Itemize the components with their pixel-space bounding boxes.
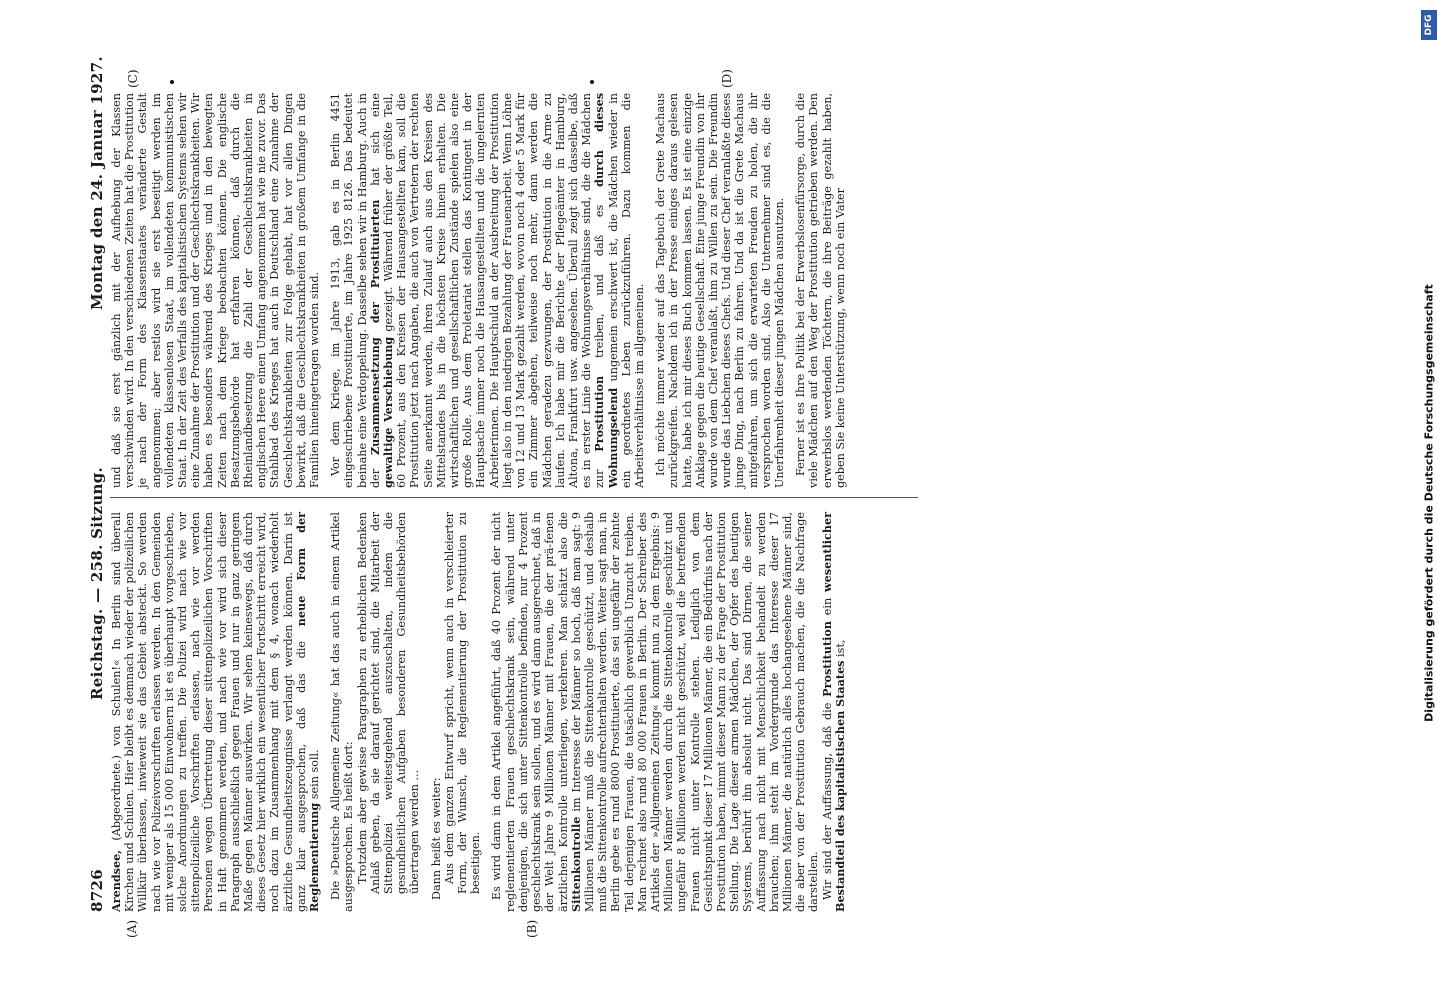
paragraph-text: ungemein erschwert ist, die Mädchen wieder in ein geordnetes Leben zurückzuführen. Dazu kommen die Arbeitsverhältnisse im allgemeinen.: [606, 93, 646, 488]
quotation: Aus dem ganzen Entwurf spricht, wenn auch in verschleierter Form, der Wunsch, die Reglementierung der Prostitution zu beseitigen.: [442, 512, 483, 894]
paragraph: und daß sie erst gänzlich mit der Aufhebung der Klassen verschwinden wird. In den verschiedenen Zeiten hat die Prostitution je nach der Form des Klassenstaates veränderte Gestalt angenommen; aber restlos wird sie erst beseitigt werden im vollendeten klassenlosen Staat, im vollendeten kommunistischen Staat. In der Zeit des Verfalls des kapitalistischen Systems sehen wir eine Zunahme der Prostitution und der Geschlechtskrankheiten. Wir haben es besonders während des Krieges und in den bewegten Zeiten nach dem Kriege beobachten können. Die englische Besatzungsbehörde hat erfahren können, daß durch die Rheinlandbesetzung die Zahl der Geschlechtskrankheiten in englischen Heere einen Umfang angenommen hat wie nie zuvor. Das Stahlbad des Krieges hat auch in Deutschland eine Zunahme der Geschlechtskrankheiten zur Folge gehabt, hat vor allen Dingen bewirkt, daß die Geschlechtskrankheiten in großem Umfange in die Familien hineingetragen worden sind.: [110, 93, 322, 488]
paragraph-text: im Interesse der Männer so hoch, daß man sagt: 9 Millionen Männer muß die Sittenkontrolle geschützt, und deshalb muß die Sittenkontrolle aufrechterhalten werden. Weiter sagt man, in Berlin gebe es rund 8000 Prostituierte, das sei ungefähr der zehnte Teil derjenigen Frauen, die tatsächlich gewerblich Unzucht treiben. Man rechnet also rund 80 000 Frauen in Berlin. Der Schreiber des Artikels der »Allgemeinen Zeitung« kommt nun zu dem Ergebnis: 9 Millionen Männer werden durch die Sittenkontrolle geschützt und ungefähr 8 Millionen werden nicht geschützt, weil die betreffenden Frauen nicht unter Kontrolle stehen. Lediglich von dem Gesichtspunkt dieser 17 Millionen Männer, die ein Bedürfnis nach der Prostitution haben, nimmt dieser Mann zu der Frage der Prostitution Stellung. Die Lage dieser armen Mädchen, der Opfer des heutigen Systems, berührt ihn absolut nicht. Das sind Dirnen, die seiner Auffassung nach nicht mit Menschlichkeit behandelt zu werden brauchen; ihm steht im Vordergrunde das Interesse dieser 17 Millionen Männer, die natürlich alles hochangesehene Männer sind, die aber von der Prostitution Gebrauch machen, die die Nachfrage darstellen.: [569, 511, 821, 912]
emphasis-text: gewaltige Verschiebung: [381, 336, 396, 488]
margin-marker-a: (A): [125, 919, 139, 938]
paragraph: Arendsee, (Abgeordnete.) von Schulen!« In Berlin sind überall Kirchen und Schulen. Hier bleibt es demnach wieder der polizeilichen Willkür überlassen, inwieweit sie das Gebiet absteckt. So werden nach wie vor Polizeivorschriften erlassen werden. In den Gemeinden mit weniger als 15 000 Einwohnern ist es überhaupt vorgeschrieben, solche Anordnungen zu treffen. Die Polizei wird nach wie vor sittenpolizeiliche Vorschriften erlassen, nach wie vor werden Personen wegen Übertretung dieser sittenpolizeilichen Vorschriften in Haft genommen werden, und nach wie vor wird sich dieser Paragraph ausschließlich gegen Frauen und nur in ganz geringem Maße gegen Männer auswirken. Wir sehen keineswegs, daß durch dieses Gesetz hier wirklich ein wesentlicher Fortschritt erreicht wird, noch dazu im Zusammenhang mit dem § 4, wonach wiederholt ärztliche Gesundheitszeugnisse verlangt werden können. Darin ist ganz klar ausgesprochen, daß das die neue Form der Reglementierung sein soll.: [109, 511, 322, 912]
paragraph-text: treiben, und daß es: [593, 204, 607, 359]
emphasis-text: Prostitution: [819, 621, 834, 697]
funding-credit-text: Digitalisierung gefördert durch die Deutsche Forschungsgemeinschaft: [1422, 284, 1436, 722]
emphasis-text: wesentlicher Bestandteil des kapitalistischen Staates: [819, 512, 847, 912]
paragraph: [329, 93, 646, 488]
text-column-left: [110, 512, 847, 912]
paragraph-text: Wir sind der Auffassung, daß die: [820, 702, 834, 900]
paragraph-text: sein soll.: [308, 749, 322, 800]
margin-dot: [170, 80, 174, 84]
emphasis-text: Prostitution: [592, 375, 607, 452]
speaker-role: Abgeordnete.: [110, 759, 123, 837]
funding-credit-strip: [1420, 8, 1438, 998]
paragraph-text: von Schulen!« In Berlin sind überall Kirchen und Schulen. Hier bleibt es demnach wieder der polizeilichen Willkür überlassen, inwieweit sie das Gebiet absteckt. So werden nach wie vor Polizeivorschriften erlassen werden. In den Gemeinden mit weniger als 15 000 Einwohnern ist es überhaupt vorgeschrieben, solche Anordnungen zu treffen. Die Polizei wird nach wie vor sittenpolizeiliche Vorschriften erlassen, nach wie vor werden Personen wegen Übertretung dieser sittenpolizeilichen Vorschriften in Haft genommen werden, und nach wie vor wird sich dieser Paragraph ausschließlich gegen Frauen und nur in ganz geringem Maße gegen Männer auswirken. Wir sehen keineswegs, daß durch dieses Gesetz hier wirklich ein wesentlicher Fortschritt erreicht wird, noch dazu im Zusammenhang mit dem § 4, wonach wiederholt ärztliche Gesundheitszeugnisse verlangt werden können. Darin ist ganz klar ausgesprochen, daß das die: [110, 512, 308, 912]
emphasis-text: durch dieses Wohnungselend: [592, 93, 620, 488]
margin-dot: [590, 80, 594, 84]
column-divider: [110, 497, 918, 498]
paragraph: Dann heißt es weiter:: [429, 777, 443, 900]
running-head-left: Reichstag. — 258. Sitzung.: [88, 466, 106, 700]
paragraph-text: Vor dem Kriege, im Jahre 1913, gab es in Berlin 4451 eingeschriebene Prostituierte, im Jahre 1925 8126. Das bedeutet beinahe eine Verdoppelung. Dasselbe sehen wir in Hamburg. Auch in der: [329, 93, 382, 488]
margin-marker-b: (B): [525, 919, 539, 938]
paragraph-text: Es wird dann in dem Artikel angeführt, daß 40 Prozent der nicht reglementierten Frauen geschlechtskrank sein, während unter denjenigen, die sich unter Sittenkontrolle befinden, nur 4 Prozent geschlechtskrank sein sollen, und es wird dann ausgerechnet, daß in der Welt Jahre 9 Millionen Männer mit Frauen, die der prä-fenen ärztlichen Kontrolle unterliegen, verkehren. Man schätzt also die: [490, 512, 570, 912]
dfg-logo: [1421, 10, 1437, 40]
margin-marker-d: (D): [720, 69, 734, 88]
page-number: 8726: [88, 869, 106, 912]
running-head-right: Montag den 24. Januar 1927.: [88, 56, 106, 310]
paragraph: Die »Deutsche Allgemeine Zeitung« hat das auch in einem Artikel ausgesprochen. Es heißt dort:: [329, 512, 356, 912]
paragraph: Ich möchte immer wieder auf das Tagebuch der Grete Machaus zurückgreifen. Nachdem ich in der Presse einiges daraus gelesen hatte, habe ich mir dieses Buch kommen lassen. Es ist eine einzige Anklage gegen die heutige Gesellschaft. Eine junge Freundin von ihr wurde von dem Chef veranlaßt, ihm zu Willen zu sein. Die Freundin wurde das Liebchen dieses Chefs. Und dieser Chef veranlaßte dieses junge Ding, nach Berlin zu fahren. Und da ist die Grete Machaus mitgefahren, um sich die erwarteten Freuden zu holen, die ihr versprochen worden sind. Also die Unternehmer sind es, die die Unerfahrenheit dieser jungen Mädchen ausnutzen.: [654, 93, 786, 488]
paragraph: [490, 512, 820, 912]
quotation: Trotzdem aber gewisse Paragraphen zu erheblichen Bedenken Anlaß geben, da sie darauf gerichtet sind, die Mitarbeit der Sittenpolizei weitestgehend auszuschalten, indem die gesundheitlichen Aufgaben besonderen Gesundheitsbehörden übertragen werden ...: [355, 512, 422, 894]
emphasis-text: neue Form der Reglementierung: [293, 511, 322, 912]
emphasis-text: Zusammensetzung der Prostituierten: [367, 199, 382, 456]
paragraph-text: ist,: [833, 639, 847, 657]
emphasis-text: Sittenkontrolle: [568, 816, 583, 912]
speaker-name: Arendsee,: [109, 849, 123, 912]
paragraph: Ferner ist es Ihre Politik bei der Erwerbslosenfürsorge, durch die viele Mädchen auf den Weg der Prostitution getrieben werden. Den erwerbslos werdenden Töchtern, die ihre Beiträge gezahlt haben, geben Sie keine Unterstützung, wenn noch ein Vater: [794, 93, 847, 488]
paragraph-text: gezeigt. Während früher der größte Teil, 60 Prozent, aus den Kreisen der Hausangestellten kam, soll die Prostitution jetzt nach Angaben, die auch von Vertretern der rechten Seite anerkannt werden, ihren Zulauf auch aus den Kreisen des Mittelstandes bis in die höchsten Kreise hinein erhalten. Die wirtschaftlichen und gesellschaftlichen Zustände spielen also eine große Rolle. Aus dem Proletariat stellen das Kontingent in der Hauptsache immer noch die Hausangestellten und die ungelernten Arbeiterinnen. Die Hauptschuld an der Ausbreitung der Prostitution liegt also in den niedrigen Bezahlung der Frauenarbeit. Wenn Löhne von 12 und 13 Mark gezahlt werden, wovon noch 4 oder 5 Mark für ein Zimmer abgehen, teilweise noch mehr, dann werden die Mädchen geradezu gezwungen, der Prostitution in die Arme zu laufen. Ich habe mir die Berichte der Pflegeämter in Hamburg, Altona, Frankfurt usw. angesehen. Überall zeigt sich dasselbe, daß es in erster Linie die Wohnungsverhältnisse sind, die die Mädchen zur: [382, 92, 607, 488]
paragraph-text: ein: [820, 597, 834, 616]
paragraph-text: hat sich eine: [368, 93, 382, 186]
text-column-right: [110, 93, 847, 488]
margin-marker-c: (C): [126, 69, 140, 88]
dfg-logo-text: DFG: [1424, 14, 1434, 36]
paragraph: [821, 512, 847, 912]
